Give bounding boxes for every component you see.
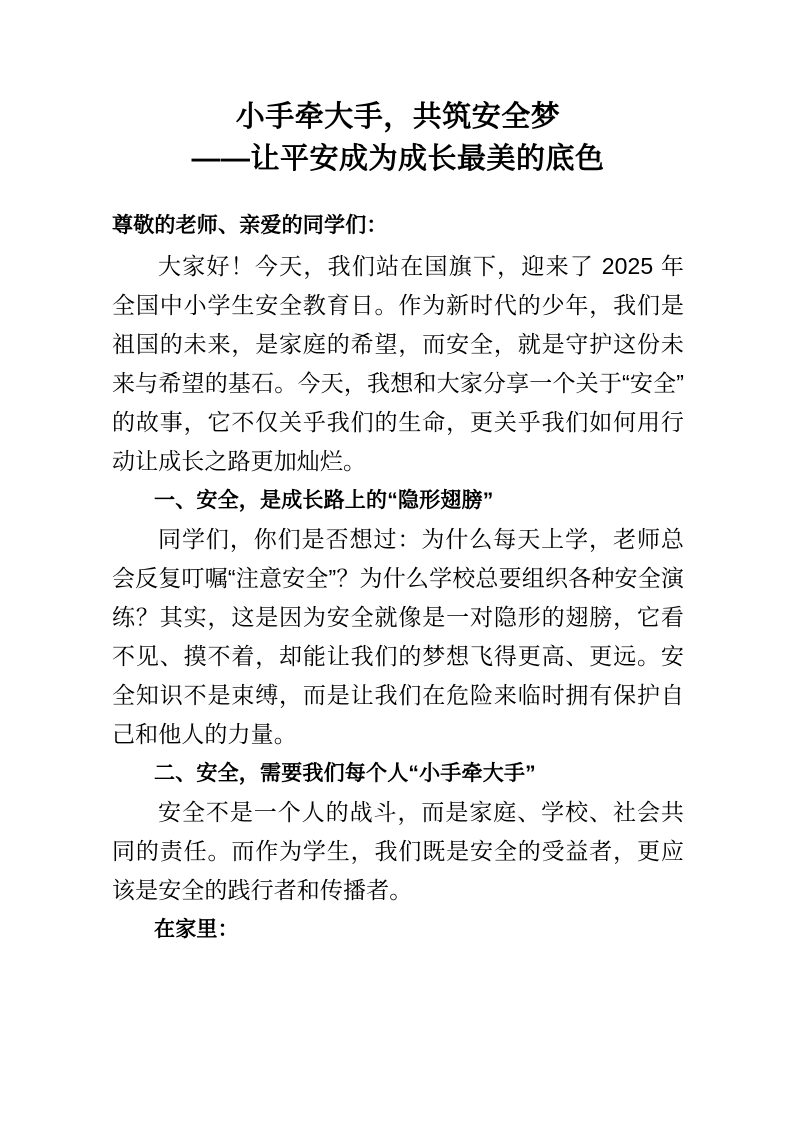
document-body (112, 0, 684, 949)
section-heading-1: 一、安全，是成长路上的“隐形翅膀” (154, 489, 494, 512)
section-heading-2: 二、安全，需要我们每个人“小手牵大手” (154, 762, 536, 785)
title-line-main: 小手牵大手，共筑安全梦 (235, 101, 561, 133)
section-2-sub-label-at-home: 在家里： (154, 918, 239, 941)
title-line-subtitle: ——让平安成为成长最美的底色 (191, 143, 605, 175)
page-title (112, 0, 684, 180)
section-1-paragraph-1: 同学们，你们是否想过：为什么每天上学，老师总会反复叮嘱“注意安全”？为什么学校总要组织各种安全演练？其实，这是因为安全就像是一对隐形的翅膀，它看不见、摸不着，却能让我们的梦想飞得更高、更远。安全知识不是束缚，而是让我们在危险来临时拥有保护自己和他人的力量。 (112, 526, 684, 747)
salutation: 尊敬的老师、亲爱的同学们： (112, 214, 388, 237)
intro-paragraph: 大家好！今天，我们站在国旗下，迎来了 2025 年全国中小学生安全教育日。作为新时代的少年，我们是祖国的未来，是家庭的希望，而安全，就是守护这份未来与希望的基石。今天，我想和大家分享一个关于“安全”的故事，它不仅关乎我们的生命，更关乎我们如何用行动让成长之路更加灿烂。 (112, 253, 684, 474)
section-2-paragraph-1: 安全不是一个人的战斗，而是家庭、学校、社会共同的责任。而作为学生，我们既是安全的受益者，更应该是安全的践行者和传播者。 (112, 799, 684, 903)
